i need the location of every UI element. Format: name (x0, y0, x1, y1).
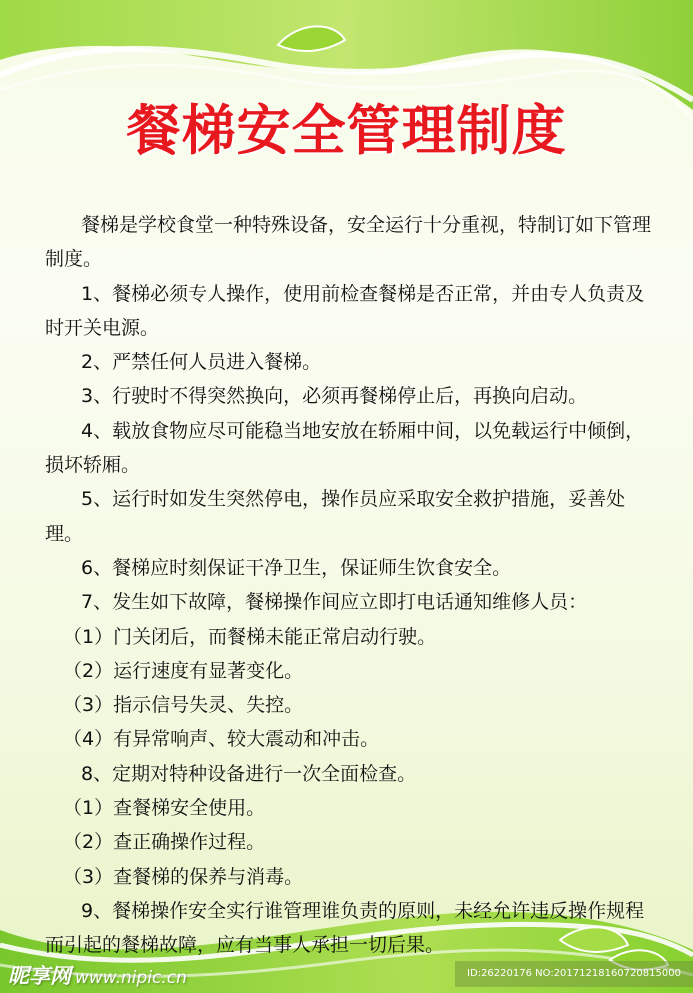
rule-2: 2、严禁任何人员进入餐梯。 (81, 351, 322, 374)
rule-4: 4、载放食物应尽可能稳当地安放在轿厢中间，以免载运行中倾倒，损坏轿厢。 (45, 419, 645, 477)
rule-7-item-3: （3）指示信号失灵、失控。 (63, 694, 304, 717)
rule-8-item-3: （3）查餐梯的保养与消毒。 (63, 865, 304, 888)
rule-5: 5、运行时如发生突然停电，操作员应采取安全救护措施，妥善处理。 (45, 488, 626, 545)
rule-7-item-1: （1）门关闭后，而餐梯未能正常启动行驶。 (63, 625, 437, 648)
rule-7: 7、发生如下故障，餐梯操作间应立即打电话通知维修人员： (81, 591, 588, 614)
rule-7-item-2: （2）运行速度有显著变化。 (63, 659, 304, 682)
watermark-brand: 昵享网 (8, 964, 71, 988)
regulation-body (45, 208, 655, 963)
rule-9: 9、餐梯操作安全实行谁管理谁负责的原则，未经允许违反操作规程而引起的餐梯故障，应有当事人承担一切后果。 (45, 899, 645, 957)
rule-7-item-4: （4）有异常响声、较大震动和冲击。 (63, 728, 380, 751)
intro-paragraph: 餐梯是学校食堂一种特殊设备，安全运行十分重视，特制订如下管理制度。 (45, 214, 652, 271)
watermark-url: www.nipic.cn (75, 968, 187, 988)
rule-8: 8、定期对特种设备进行一次全面检查。 (81, 762, 417, 785)
rule-1: 1、餐梯必须专人操作，使用前检查餐梯是否正常，并由专人负责及时开关电源。 (45, 282, 645, 339)
image-id-bar: ID:26220176 NO:20171218160720815000 (455, 961, 693, 987)
site-watermark (8, 960, 187, 990)
rule-8-item-2: （2）查正确操作过程。 (63, 831, 266, 854)
rule-6: 6、餐梯应时刻保证干净卫生，保证师生饮食安全。 (81, 556, 512, 579)
rule-8-item-1: （1）查餐梯安全使用。 (63, 797, 266, 820)
rule-3: 3、行驶时不得突然换向，必须再餐梯停止后，再换向启动。 (81, 385, 588, 408)
page-title: 餐梯安全管理制度 (126, 99, 567, 162)
